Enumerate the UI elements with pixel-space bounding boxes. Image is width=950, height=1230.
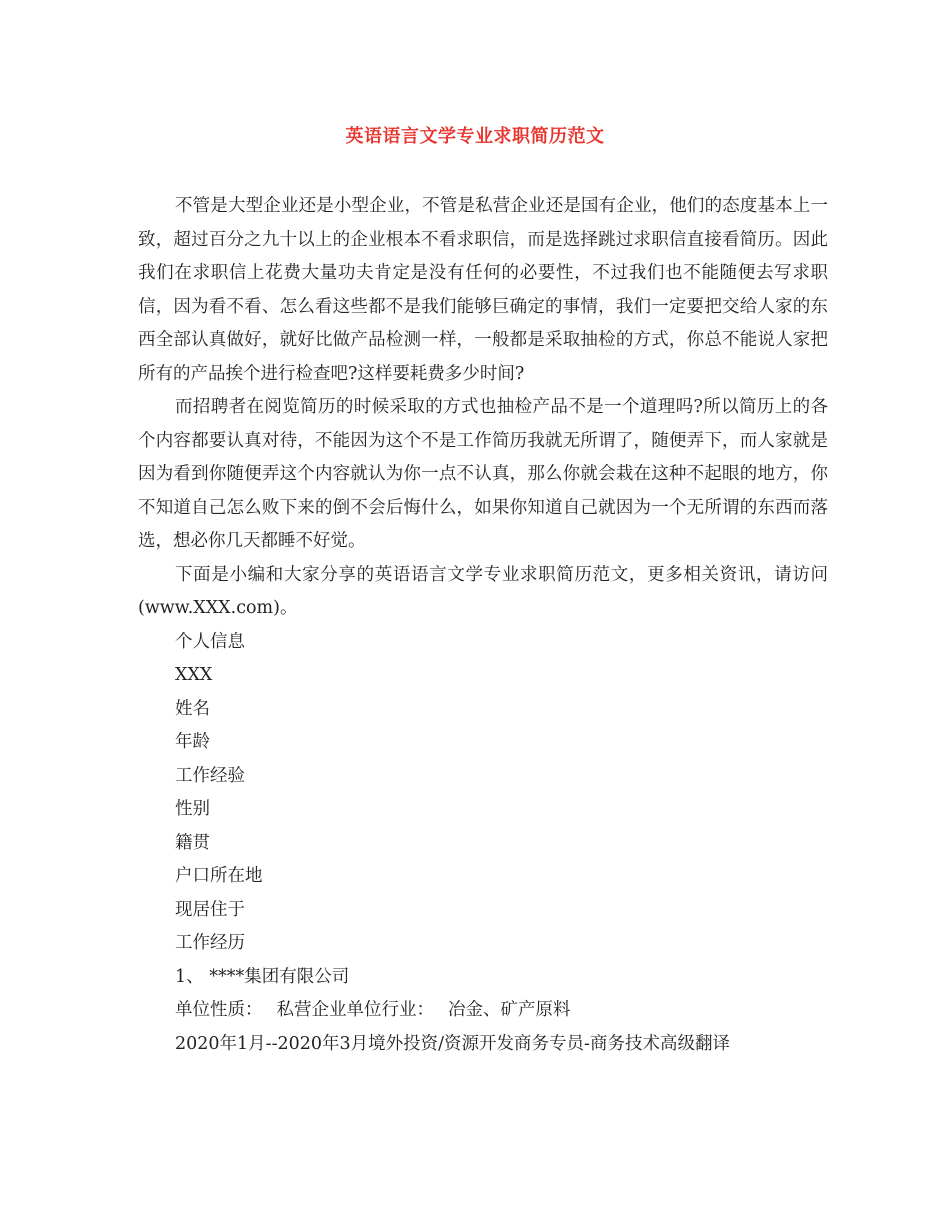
unit-info-line bbox=[138, 994, 828, 1028]
unit-nature-value: 私营企业单位行业： bbox=[276, 1000, 434, 1020]
company-entry: 1、 ****集团有限公司 bbox=[175, 966, 350, 987]
unit-nature-label: 单位性质： bbox=[175, 1000, 263, 1020]
paragraph-2: 而招聘者在阅览简历的时候采取的方式也抽检产品不是一个道理吗?所以简历上的各个内容都要认真对待，不能因为这个不是工作简历我就无所谓了，随便弄下，而人家就是因为看到你随便弄这个内容就认为你一点不认真，那么你就会栽在这种不起眼的地方，你不知道自己怎么败下来的倒不会后悔什么，如果你知道自己就因为一个无所谓的东西而落选，想必你几天都睡不好觉。 bbox=[138, 397, 828, 551]
document-body bbox=[138, 190, 828, 1061]
document-title: 英语语言文学专业求职简历范文 bbox=[345, 126, 605, 147]
field-work-experience: 工作经验 bbox=[175, 765, 245, 786]
unit-industry-value: 冶金、矿产原料 bbox=[448, 1000, 571, 1020]
field-gender: 性别 bbox=[175, 799, 210, 819]
paragraph-1: 不管是大型企业还是小型企业，不管是私营企业还是国有企业，他们的态度基本上一致，超过百分之九十以上的企业根本不看求职信，而是选择跳过求职信直接看简历。因此我们在求职信上花费大量功夫肯定是没有任何的必要性，不过我们也不能随便去写求职信，因为看不看、怎么看这些都不是我们能够巨确定的事情，我们一定要把交给人家的东西全部认真做好，就好比做产品检测一样，一般都是采取抽检的方式，你总不能说人家把所有的产品挨个进行检查吧?这样要耗费多少时间? bbox=[138, 196, 828, 384]
section-heading-work-history: 工作经历 bbox=[175, 933, 245, 953]
paragraph-3: 下面是小编和大家分享的英语语言文学专业求职简历范文，更多相关资讯，请访问(www.XXX.com)。 bbox=[138, 564, 828, 618]
field-native-place: 籍贯 bbox=[175, 832, 210, 853]
job-period-line: 2020年1月--2020年3月境外投资/资源开发商务专员-商务技术高级翻译 bbox=[175, 1033, 730, 1054]
field-name: 姓名 bbox=[175, 698, 210, 719]
resume-name-placeholder: XXX bbox=[175, 665, 213, 685]
field-current-residence: 现居住于 bbox=[175, 899, 245, 920]
section-heading-personal-info: 个人信息 bbox=[175, 631, 245, 652]
field-age: 年龄 bbox=[175, 732, 210, 752]
field-household-registration: 户口所在地 bbox=[175, 866, 263, 886]
